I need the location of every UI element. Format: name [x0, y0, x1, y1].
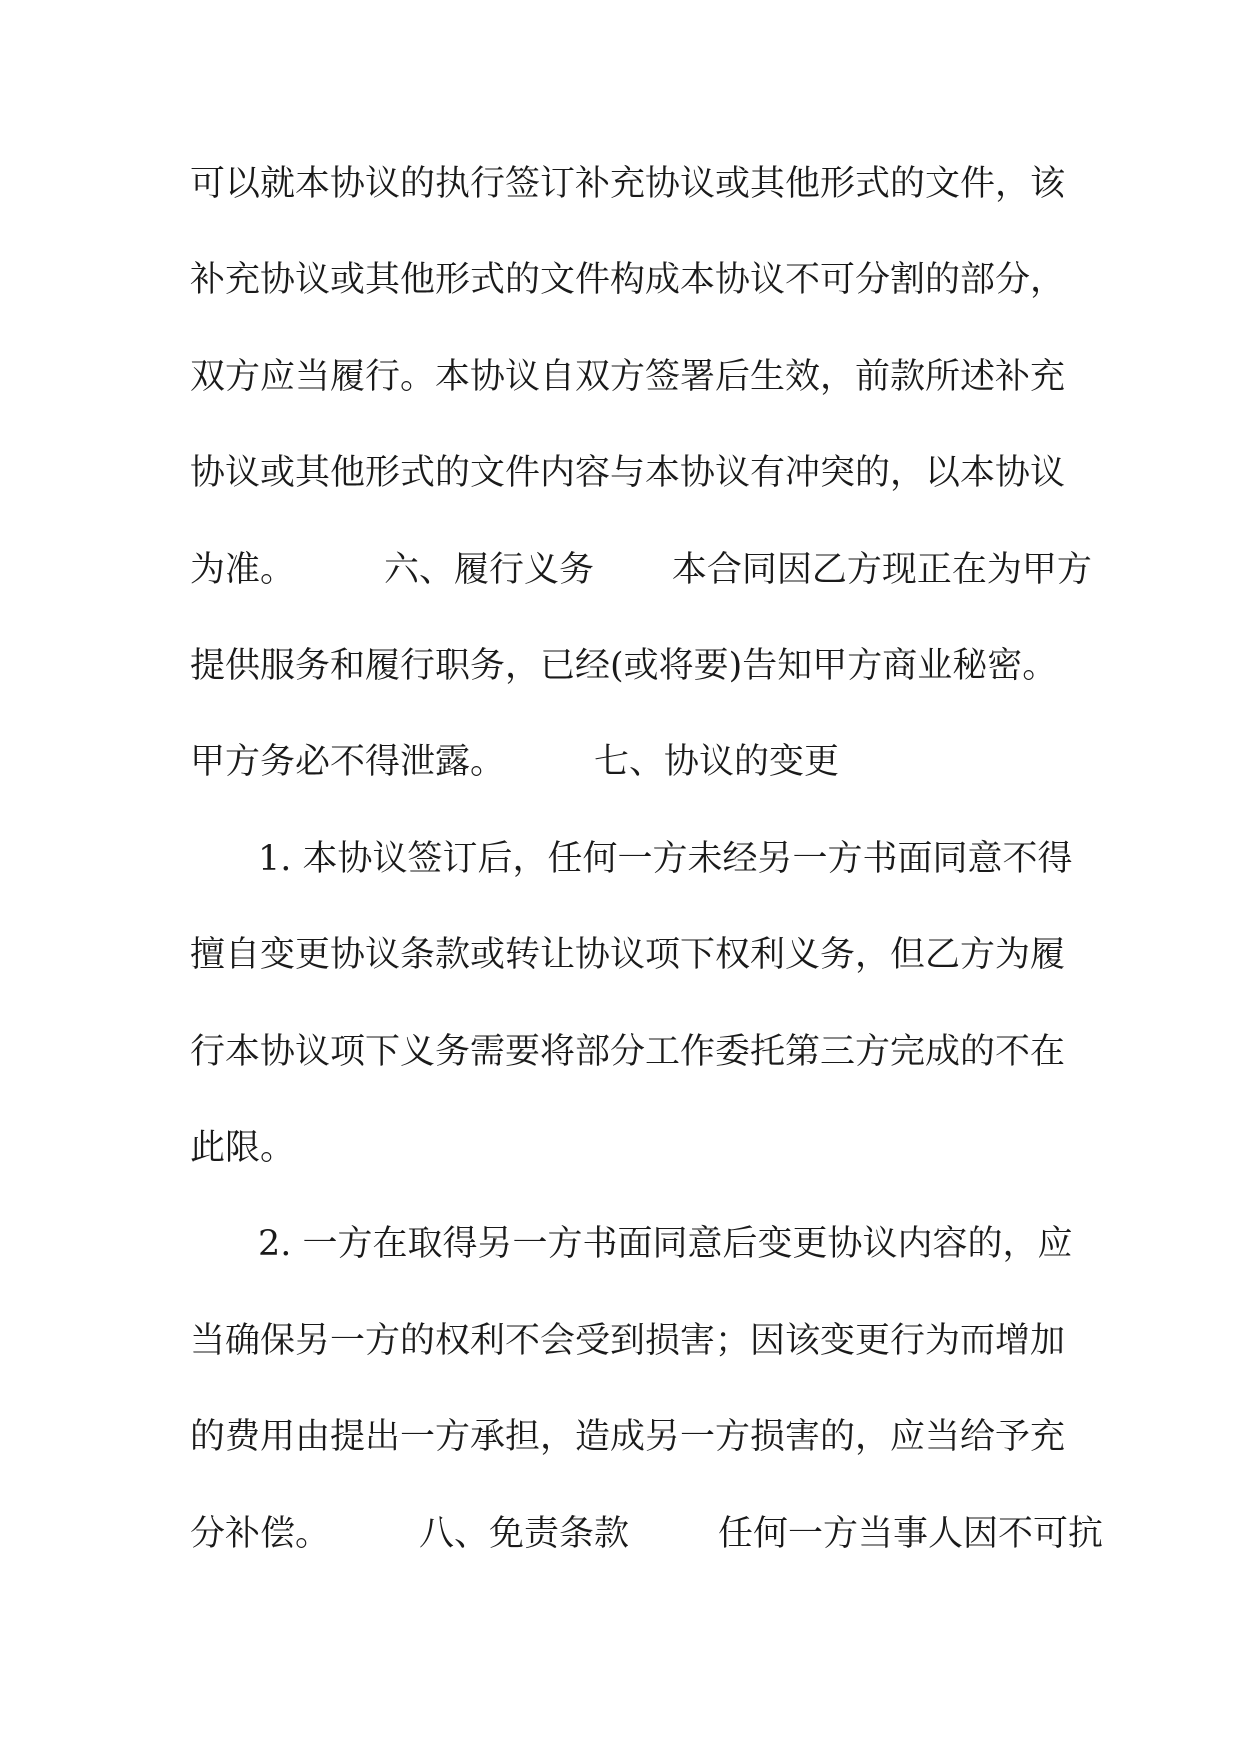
paragraph-line: 擅自变更协议条款或转让协议项下权利义务，但乙方为履 [190, 935, 1066, 975]
paragraph-line: 为准。 六、履行义务 本合同因乙方现正在为甲方 [190, 550, 1092, 590]
numbered-item-1: 1. 本协议签订后，任何一方未经另一方书面同意不得 [258, 839, 1073, 879]
paragraph-line: 提供服务和履行职务，已经(或将要)告知甲方商业秘密。 [190, 646, 1058, 686]
paragraph-line: 的费用由提出一方承担，造成另一方损害的，应当给予充 [190, 1417, 1066, 1457]
paragraph-line: 当确保另一方的权利不会受到损害；因该变更行为而增加 [190, 1321, 1066, 1361]
paragraph-line: 此限。 [190, 1128, 296, 1168]
paragraph-line: 补充协议或其他形式的文件构成本协议不可分割的部分， [190, 260, 1066, 300]
paragraph-line: 可以就本协议的执行签订补充协议或其他形式的文件，该 [190, 164, 1066, 204]
paragraph-line: 双方应当履行。本协议自双方签署后生效，前款所述补充 [190, 357, 1066, 397]
paragraph-line: 甲方务必不得泄露。 七、协议的变更 [190, 742, 840, 782]
paragraph-line: 分补偿。 八、免责条款 任何一方当事人因不可抗 [190, 1514, 1104, 1554]
paragraph-line: 行本协议项下义务需要将部分工作委托第三方完成的不在 [190, 1032, 1066, 1072]
paragraph-line: 协议或其他形式的文件内容与本协议有冲突的，以本协议 [190, 453, 1066, 493]
numbered-item-2: 2. 一方在取得另一方书面同意后变更协议内容的，应 [258, 1224, 1073, 1264]
